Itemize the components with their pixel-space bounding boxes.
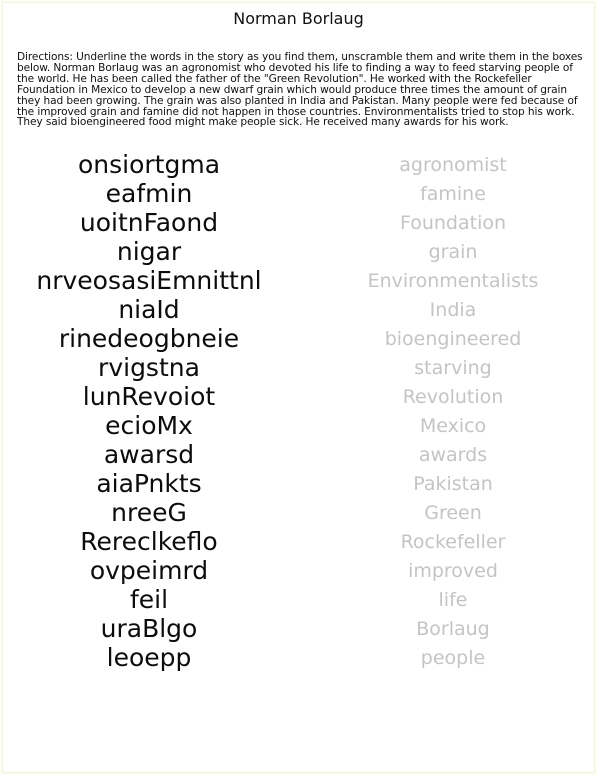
word-row	[0, 353, 597, 382]
answer-word: famine	[420, 183, 486, 205]
word-row	[0, 266, 597, 295]
answer-word: Rockefeller	[400, 531, 506, 553]
scrambled-word: ecioMx	[105, 411, 193, 440]
word-row	[0, 411, 597, 440]
scrambled-word: rinedeogbneie	[58, 324, 240, 353]
scrambled-word: awarsd	[103, 440, 195, 469]
answer-word: Foundation	[399, 212, 507, 234]
worksheet-title: Norman Borlaug	[233, 9, 364, 28]
answer-word: Revolution	[402, 386, 504, 408]
scrambled-word: lunRevoiot	[82, 382, 216, 411]
word-row	[0, 469, 597, 498]
word-row	[0, 556, 597, 585]
scrambled-word: ovpeimrd	[89, 556, 209, 585]
word-row	[0, 382, 597, 411]
scrambled-word: nrveosasiEmnittnl	[36, 266, 262, 295]
scrambled-word: nreeG	[111, 498, 187, 527]
scrambled-word: rvigstna	[98, 353, 200, 382]
answer-word: bioengineered	[384, 328, 522, 350]
answer-word: Borlaug	[416, 618, 490, 640]
scrambled-word: aiaPnkts	[96, 469, 202, 498]
word-row	[0, 585, 597, 614]
word-row	[0, 614, 597, 643]
scrambled-word: nigar	[116, 237, 182, 266]
directions-text: Directions: Underline the words in the story as you find them, unscramble them and write them in the boxes below. Norman Borlaug was an agronomist who devoted his life to finding a way to feed starving people of the world. He has been called the father of the "Green Revolution". He worked with the Rockefeller Foundation in Mexico to develop a new dwarf grain which would produce three times the amount of grain they had been growing. The grain was also planted in India and Pakistan. Many people were fed because of the improved grain and famine did not happen in those countries. Environmentalists tried to stop his work. They said bioengineered food might make people sick. He received many awards for his work.	[17, 51, 583, 129]
word-row	[0, 643, 597, 672]
word-row	[0, 150, 597, 179]
word-row	[0, 498, 597, 527]
scrambled-word: onsiortgma	[77, 150, 221, 179]
scrambled-word: niaId	[118, 295, 180, 324]
word-row	[0, 179, 597, 208]
scrambled-word: eafmin	[105, 179, 193, 208]
word-list	[0, 150, 597, 672]
word-row	[0, 440, 597, 469]
answer-word: Mexico	[419, 415, 487, 437]
answer-word: agronomist	[399, 154, 507, 176]
answer-word: Green	[424, 502, 482, 524]
answer-word: Pakistan	[413, 473, 493, 495]
scrambled-word: Rereclkeflo	[80, 527, 218, 556]
answer-word: starving	[414, 357, 492, 379]
word-row	[0, 237, 597, 266]
scrambled-word: feil	[129, 585, 169, 614]
answer-word: grain	[428, 241, 478, 263]
answer-word: life	[438, 589, 468, 611]
scrambled-word: leoepp	[106, 643, 192, 672]
word-row	[0, 527, 597, 556]
answer-word: Environmentalists	[367, 270, 539, 292]
answer-word: India	[429, 299, 477, 321]
word-row	[0, 295, 597, 324]
answer-word: improved	[408, 560, 498, 582]
answer-word: awards	[418, 444, 488, 466]
word-row	[0, 208, 597, 237]
scrambled-word: uraBlgo	[100, 614, 198, 643]
word-row	[0, 324, 597, 353]
scrambled-word: uoitnFaond	[79, 208, 219, 237]
answer-word: people	[420, 647, 486, 669]
